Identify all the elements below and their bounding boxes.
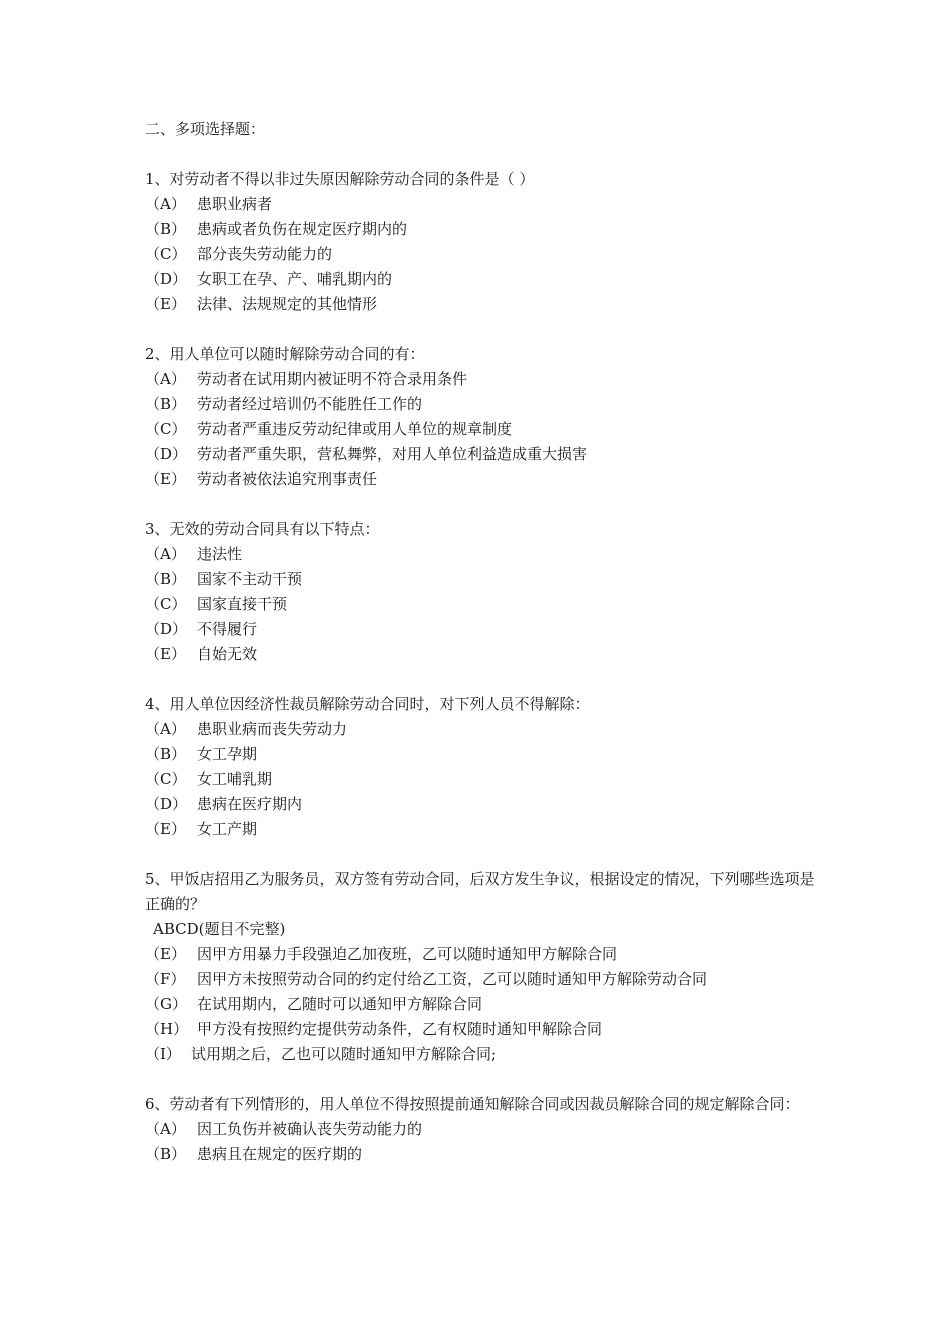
option-label: （A） [145, 195, 186, 213]
option-text: 劳动者在试用期内被证明不符合录用条件 [197, 370, 468, 388]
option-text: 在试用期内，乙随时可以通知甲方解除合同 [197, 995, 483, 1013]
option-e [145, 292, 815, 317]
option-label: （C） [145, 420, 187, 438]
question-5 [145, 867, 815, 1067]
option-text: 女工产期 [197, 820, 258, 838]
option-b [145, 217, 815, 242]
option-a [145, 192, 815, 217]
question-2 [145, 342, 815, 492]
option-text: 不得履行 [197, 620, 258, 638]
option-text: 女工孕期 [197, 745, 258, 763]
option-a [145, 1117, 815, 1142]
option-d [145, 792, 815, 817]
option-b [145, 1142, 815, 1167]
option-label: （E） [145, 295, 186, 313]
option-label: （E） [145, 470, 186, 488]
question-4 [145, 692, 815, 842]
option-label: （A） [145, 720, 186, 738]
option-label: （H） [145, 1020, 189, 1038]
option-text: 因甲方未按照劳动合同的约定付给乙工资，乙可以随时通知甲方解除劳动合同 [197, 970, 708, 988]
option-label: （F） [145, 970, 186, 988]
option-label: （A） [145, 370, 186, 388]
question-stem: 4、用人单位因经济性裁员解除劳动合同时，对下列人员不得解除： [145, 695, 590, 713]
document-content [145, 117, 815, 1167]
option-a [145, 542, 815, 567]
option-label: （B） [145, 1145, 187, 1163]
question-3 [145, 517, 815, 667]
option-e [145, 942, 815, 967]
option-b [145, 392, 815, 417]
option-label: （C） [145, 595, 187, 613]
option-text: 部分丧失劳动能力的 [197, 245, 333, 263]
option-text: 自始无效 [197, 645, 258, 663]
option-label: （C） [145, 245, 187, 263]
question-stem: 3、无效的劳动合同具有以下特点： [145, 520, 380, 538]
option-f [145, 967, 815, 992]
option-text: 劳动者被依法追究刑事责任 [197, 470, 378, 488]
option-label: （D） [145, 445, 188, 463]
option-text: 患病或者负伤在规定医疗期内的 [197, 220, 408, 238]
answer-note: ABCD(题目不完整) [153, 920, 286, 938]
option-text: 违法性 [197, 545, 243, 563]
option-label: （A） [145, 545, 186, 563]
section-title: 二、多项选择题： [145, 120, 266, 138]
option-text: 因工负伤并被确认丧失劳动能力的 [197, 1120, 423, 1138]
option-label: （B） [145, 745, 187, 763]
question-stem: 2、用人单位可以随时解除劳动合同的有： [145, 345, 425, 363]
option-a [145, 367, 815, 392]
option-label: （E） [145, 945, 186, 963]
option-text: 法律、法规规定的其他情形 [197, 295, 378, 313]
option-b [145, 567, 815, 592]
option-label: （G） [145, 995, 187, 1013]
option-label: （B） [145, 570, 187, 588]
option-d [145, 442, 815, 467]
option-c [145, 417, 815, 442]
option-d [145, 267, 815, 292]
option-label: （I） [145, 1045, 181, 1063]
option-text: 劳动者经过培训仍不能胜任工作的 [197, 395, 423, 413]
option-c [145, 767, 815, 792]
option-text: 劳动者严重违反劳动纪律或用人单位的规章制度 [197, 420, 513, 438]
option-text: 患病在医疗期内 [197, 795, 303, 813]
question-6 [145, 1092, 815, 1167]
option-text: 国家不主动干预 [197, 570, 303, 588]
option-e [145, 642, 815, 667]
option-label: （D） [145, 620, 188, 638]
option-label: （E） [145, 645, 186, 663]
option-text: 因甲方用暴力手段强迫乙加夜班，乙可以随时通知甲方解除合同 [197, 945, 618, 963]
option-text: 国家直接干预 [197, 595, 288, 613]
option-text: 患职业病而丧失劳动力 [197, 720, 348, 738]
option-text: 试用期之后，乙也可以随时通知甲方解除合同; [191, 1045, 497, 1063]
option-label: （C） [145, 770, 187, 788]
option-d [145, 617, 815, 642]
option-label: （A） [145, 1120, 186, 1138]
option-text: 女职工在孕、产、哺乳期内的 [197, 270, 393, 288]
option-text: 患职业病者 [197, 195, 273, 213]
option-c [145, 592, 815, 617]
option-text: 患病且在规定的医疗期的 [197, 1145, 363, 1163]
question-1 [145, 167, 815, 317]
option-label: （E） [145, 820, 186, 838]
option-label: （B） [145, 220, 187, 238]
option-label: （B） [145, 395, 187, 413]
option-a [145, 717, 815, 742]
option-label: （D） [145, 270, 188, 288]
question-stem: 1、对劳动者不得以非过失原因解除劳动合同的条件是（ ） [145, 170, 535, 188]
option-i [145, 1042, 815, 1067]
option-c [145, 242, 815, 267]
question-stem: 5、甲饭店招用乙为服务员，双方签有劳动合同，后双方发生争议，根据设定的情况，下列哪些选项是正确的？ [145, 870, 815, 913]
option-label: （D） [145, 795, 188, 813]
option-e [145, 817, 815, 842]
option-text: 劳动者严重失职，营私舞弊，对用人单位利益造成重大损害 [197, 445, 588, 463]
option-e [145, 467, 815, 492]
option-g [145, 992, 815, 1017]
option-text: 女工哺乳期 [197, 770, 273, 788]
option-b [145, 742, 815, 767]
option-text: 甲方没有按照约定提供劳动条件，乙有权随时通知甲解除合同 [197, 1020, 603, 1038]
question-stem: 6、劳动者有下列情形的，用人单位不得按照提前通知解除合同或因裁员解除合同的规定解除合同： [145, 1095, 800, 1113]
option-h [145, 1017, 815, 1042]
